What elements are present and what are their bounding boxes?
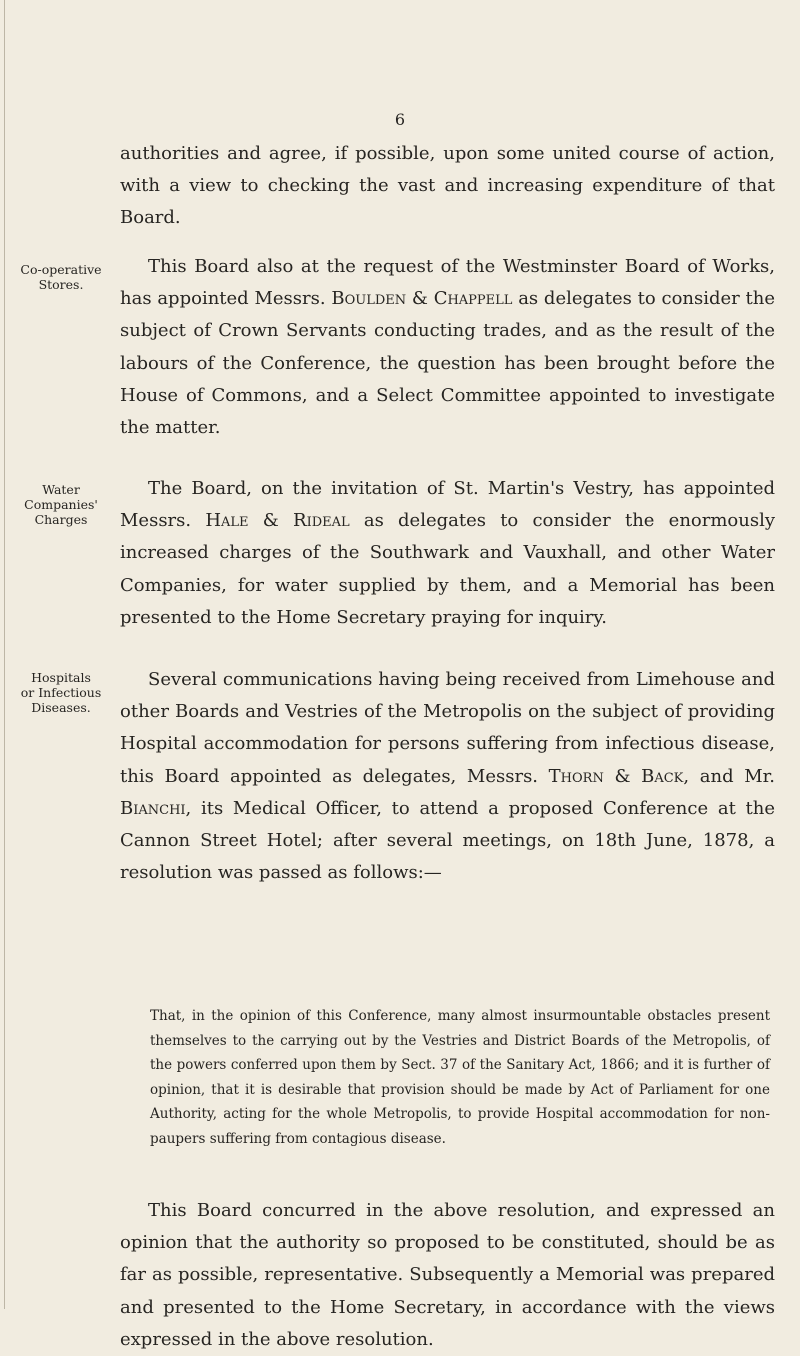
margin-note-line: Charges	[34, 512, 88, 527]
delegate-name: Rideal	[293, 510, 350, 532]
page-number: 6	[394, 110, 406, 129]
paragraph-hospitals	[120, 664, 775, 889]
delegate-name: Chappell	[433, 288, 513, 310]
margin-note-line: or Infectious	[20, 685, 102, 700]
paragraph-cooperative-stores	[120, 251, 775, 444]
margin-note-line: Stores.	[38, 277, 84, 292]
paragraph-continuation	[120, 138, 775, 235]
margin-note-line: Diseases.	[31, 700, 91, 715]
delegate-name: Thorn	[548, 765, 604, 787]
delegate-name: Back	[641, 765, 684, 787]
paragraph-text: Several communications having being received from Limehouse and other Boards and Vestries of the Metropolis on the subject of providing Hospital accommodation for persons suffering from infectious disease, this Board appointed as delegates, Messrs.	[120, 669, 775, 787]
margin-note-line: Companies'	[24, 497, 98, 512]
paragraph-water-charges	[120, 473, 775, 634]
paragraph-text: &	[603, 765, 642, 787]
paragraph-text: The Board, on the invitation of St. Martin's Vestry, has appointed Messrs.	[120, 478, 775, 532]
margin-note-line: Water	[42, 482, 80, 497]
margin-note-line: Hospitals	[31, 670, 91, 685]
margin-note-cooperative-stores	[0, 262, 122, 292]
page-gutter-line	[4, 0, 5, 1309]
margin-note-hospitals	[0, 670, 122, 715]
margin-note-water-charges	[0, 482, 122, 527]
paragraph-text: as delegates to consider the enormously increased charges of the Southwark and Vauxhall, and other Water Companies, for water supplied by them, and a Memorial has been presented to the Home Secretary praying for inquiry.	[120, 510, 776, 628]
paragraph-continuation-text: authorities and agree, if possible, upon some united course of action, with a view to checking the vast and increasing expenditure of that Board.	[120, 143, 775, 229]
paragraph-text: &	[248, 510, 294, 532]
delegate-name: Hale	[205, 510, 249, 532]
paragraph-text: , its Medical Officer, to attend a proposed Conference at the Cannon Street Hotel; after several meetings, on 18th June, 1878, a resolution was passed as follows:—	[120, 797, 775, 884]
paragraph-board-concurred	[120, 1195, 775, 1356]
resolution-quote	[150, 1004, 770, 1151]
medical-officer-name: Bianchi	[120, 797, 186, 819]
resolution-quote-text: That, in the opinion of this Conference, many almost insurmountable obstacles present themselves to the carrying out by the Vestries and District Boards of the Metropolis, of the powers conferred upon them by Sect. 37 of the Sanitary Act, 1866; and it is further of opinion, that it is desirable that provision should be made by Act of Parliament for one Authority, acting for the whole Metropolis, to provide Hospital accommodation for non-paupers suffering from contagious disease.	[150, 1008, 770, 1147]
paragraph-text: This Board also at the request of the Westminster Board of Works, has appointed Messrs.	[120, 256, 775, 310]
delegate-name: Boulden	[331, 288, 407, 310]
margin-note-line: Co-operative	[20, 262, 102, 277]
paragraph-text: &	[406, 288, 434, 310]
paragraph-text: , and Mr.	[683, 765, 775, 787]
paragraph-text: as delegates to consider the subject of Crown Servants conducting trades, and as the result of the labours of the Conference, the question has been brought before the House of Commons, and a Select Committee appointed to investigate the matter.	[120, 288, 776, 439]
paragraph-text: This Board concurred in the above resolution, and expressed an opinion that the authority so proposed to be constituted, should be as far as possible, representative. Subsequently a Memorial was prepared and presented to the Home Secretary, in accordance with the views expressed in the above resolution.	[120, 1200, 775, 1350]
